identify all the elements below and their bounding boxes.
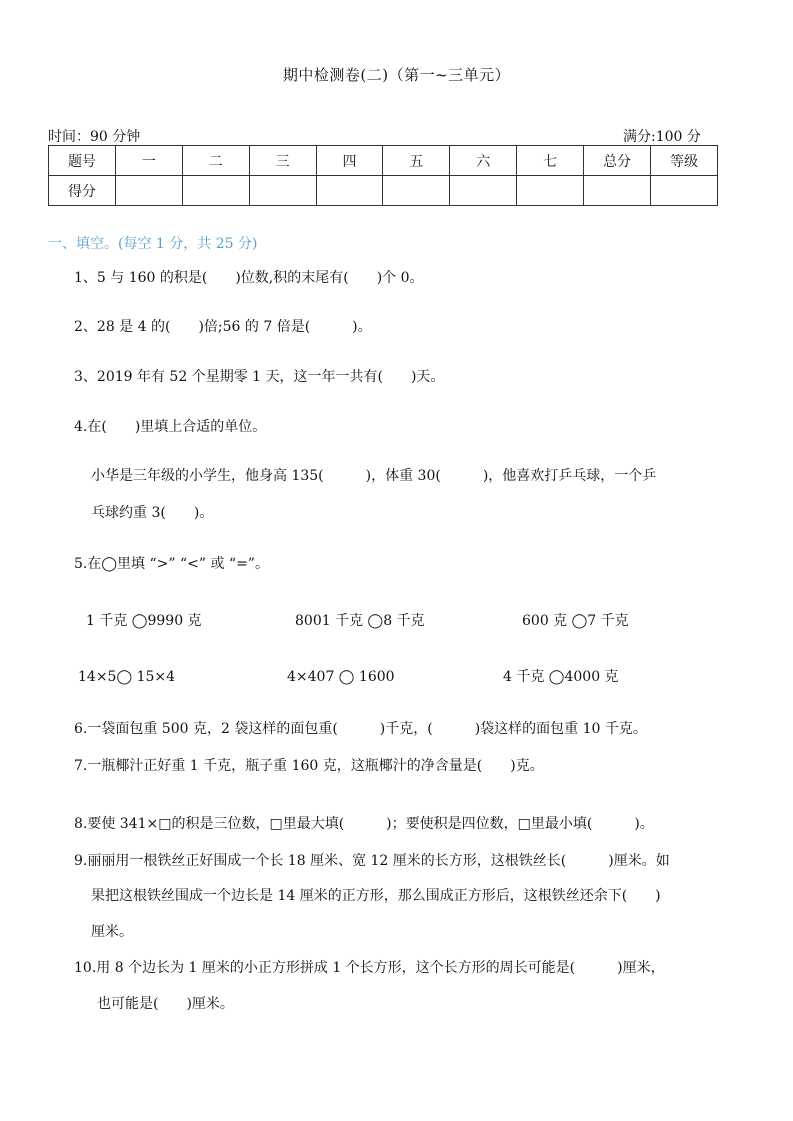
grade-table-cell: 二 [182, 146, 249, 176]
question-5: 5.在◯里填 “>” “<” 或 “=”。 [74, 556, 269, 572]
score-cell[interactable] [182, 176, 249, 206]
grade-table-cell: 五 [383, 146, 450, 176]
score-cell[interactable] [517, 176, 584, 206]
grade-table-cell: 三 [249, 146, 316, 176]
question-1: 1、5 与 160 的积是( )位数,积的末尾有( )个 0。 [74, 270, 424, 286]
score-cell[interactable] [383, 176, 450, 206]
grade-table-header-row [49, 146, 718, 176]
question-4-line-2: 乓球约重 3( )。 [91, 505, 214, 521]
question-8: 8.要使 341×□的积是三位数，□里最大填( )；要使积是四位数，□里最小填( )。 [74, 816, 654, 832]
comparison-item: 600 克 ◯7 千克 [522, 613, 629, 629]
comparison-item: 4 千克 ◯4000 克 [503, 669, 619, 685]
comparison-item: 8001 千克 ◯8 千克 [295, 613, 425, 629]
score-cell[interactable] [651, 176, 718, 206]
grade-table-cell: 四 [316, 146, 383, 176]
full-score: 满分:100 分 [623, 129, 701, 145]
grade-table-cell: 等级 [651, 146, 718, 176]
score-row-label: 得分 [49, 176, 116, 206]
score-cell[interactable] [450, 176, 517, 206]
comparison-item: 1 千克 ◯9990 克 [86, 613, 202, 629]
page-title: 期中检测卷(二)（第一~三单元） [282, 66, 511, 84]
score-cell[interactable] [584, 176, 651, 206]
question-4: 4.在( )里填上合适的单位。 [74, 419, 267, 435]
score-cell[interactable] [249, 176, 316, 206]
grade-table-cell: 七 [517, 146, 584, 176]
question-4-line-1: 小华是三年级的小学生，他身高 135( )，体重 30( )，他喜欢打乒乓球，一个乒 [91, 468, 657, 484]
section-heading: 一、填空。(每空 1 分，共 25 分) [48, 236, 258, 252]
question-2: 2、28 是 4 的( )倍;56 的 7 倍是( )。 [74, 319, 372, 335]
grade-table-cell: 题号 [49, 146, 116, 176]
question-9-line-1: 9.丽丽用一根铁丝正好围成一个长 18 厘米、宽 12 厘米的长方形，这根铁丝长( )厘米。如 [74, 853, 670, 869]
question-10-line-1: 10.用 8 个边长为 1 厘米的小正方形拼成 1 个长方形，这个长方形的周长可能是( )厘米， [74, 960, 665, 976]
question-3: 3、2019 年有 52 个星期零 1 天，这一年一共有( )天。 [74, 369, 445, 385]
grade-table [48, 145, 718, 206]
question-9-line-2: 果把这根铁丝围成一个边长是 14 厘米的正方形，那么围成正方形后，这根铁丝还余下( ) [91, 888, 661, 904]
grade-table-cell: 六 [450, 146, 517, 176]
comparison-item: 4×407 ◯ 1600 [287, 669, 395, 685]
grade-table-cell: 一 [115, 146, 182, 176]
score-cell[interactable] [115, 176, 182, 206]
grade-table-cell: 总分 [584, 146, 651, 176]
question-6: 6.一袋面包重 500 克，2 袋这样的面包重( )千克，( )袋这样的面包重 10 千克。 [74, 721, 647, 737]
comparison-item: 14×5◯ 15×4 [78, 669, 176, 685]
exam-time: 时间：90 分钟 [48, 129, 141, 145]
score-cell[interactable] [316, 176, 383, 206]
question-10-line-2: 也可能是( )厘米。 [97, 996, 234, 1012]
grade-table-score-row [49, 176, 718, 206]
question-7: 7.一瓶椰汁正好重 1 千克，瓶子重 160 克，这瓶椰汁的净含量是( )克。 [74, 758, 544, 774]
question-9-line-3: 厘米。 [91, 924, 133, 940]
